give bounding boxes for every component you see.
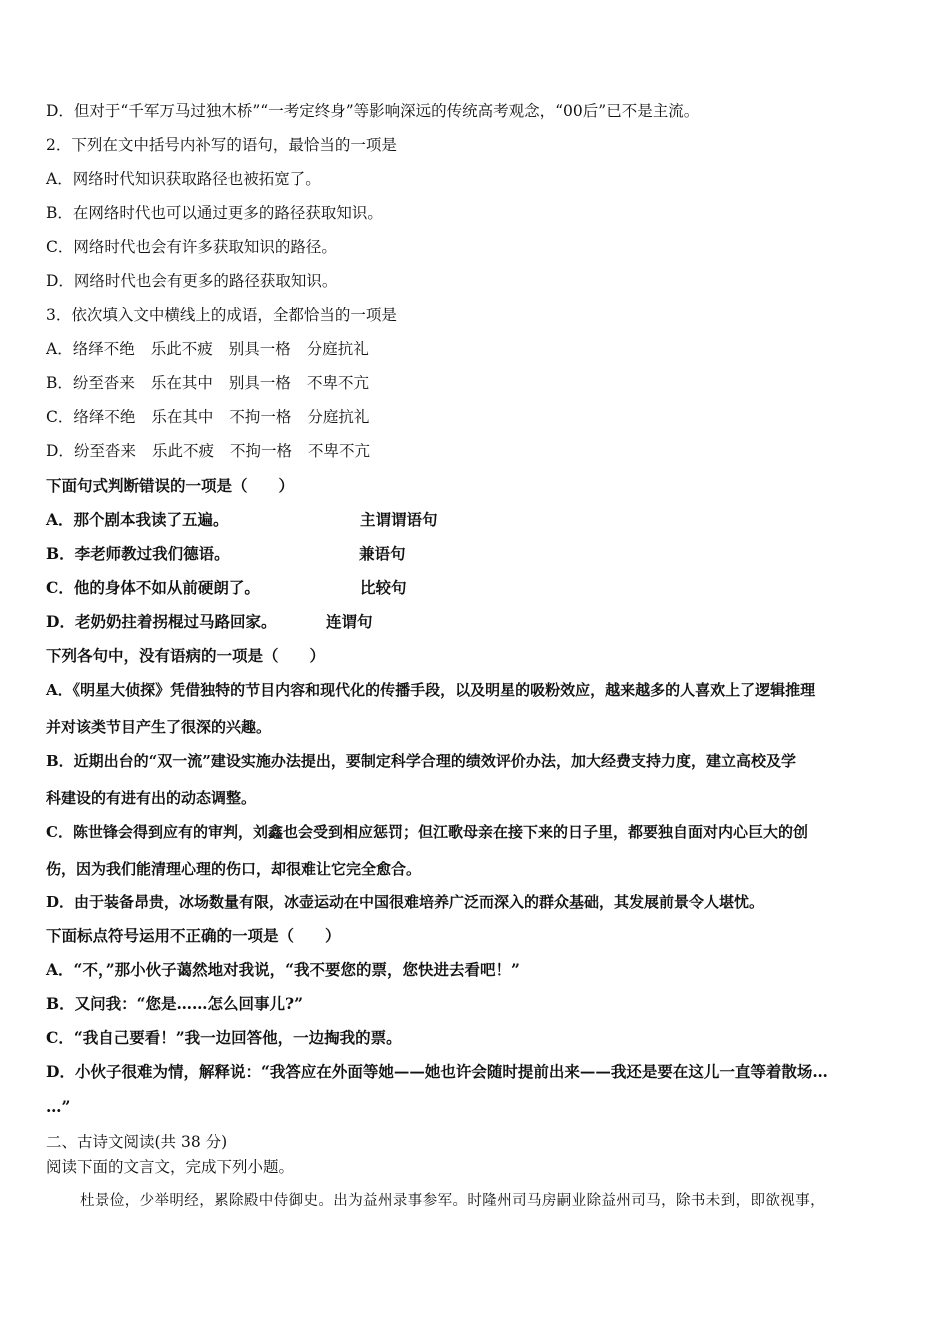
q2-option-b: B．在网络时代也可以通过更多的路径获取知识。 <box>46 204 383 222</box>
q5-option-b-line1: B．近期出台的“双一流”建设实施办法提出，要制定科学合理的绩效评价办法，加大经费支持力度，建立高校及学 <box>46 752 796 770</box>
q2-option-d: D．网络时代也会有更多的路径获取知识。 <box>46 272 338 290</box>
q6-option-c: C．“我自己要看！”我一边回答他，一边掏我的票。 <box>46 1028 402 1047</box>
q5-option-d: D．由于装备昂贵，冰场数量有限，冰壶运动在中国很难培养广泛而深入的群众基础，其发展前景令人堪忧。 <box>46 893 765 911</box>
passage-text: 杜景俭，少举明经，累除殿中侍御史。出为益州录事参军。时隆州司马房嗣业除益州司马，除书未到，即欲视事， <box>80 1193 825 1209</box>
q6-option-d-line1: D．小伙子很难为情，解释说：“我答应在外面等她——她也许会随时提前出来——我还是要在这儿一直等着散场… <box>46 1062 828 1081</box>
q4-option-c: C．他的身体不如从前硬朗了。 比较句 <box>46 578 407 597</box>
q1-option-d: D．但对于“千军万马过独木桥”“一考定终身”等影响深远的传统高考观念，“00后”已不是主流。 <box>46 102 700 120</box>
q4-stem: 下面句式判断错误的一项是（ ） <box>46 476 295 495</box>
q6-option-b: B．又问我：“您是……怎么回事儿?” <box>46 994 304 1013</box>
q2-stem: 2．下列在文中括号内补写的语句，最恰当的一项是 <box>46 136 397 154</box>
q3-option-a: A．络绎不绝 乐此不疲 别具一格 分庭抗礼 <box>46 340 369 358</box>
q6-option-d-line2: …” <box>46 1097 71 1116</box>
q5-option-a-line2: 并对该类节目产生了很深的兴趣。 <box>46 718 272 736</box>
q6-option-a: A．“不，”那小伙子蔼然地对我说，“我不要您的票，您快进去看吧！” <box>46 960 520 979</box>
section-instruction: 阅读下面的文言文，完成下列小题。 <box>46 1158 295 1176</box>
q4-option-b: B．李老师教过我们德语。 兼语句 <box>46 544 406 563</box>
q5-option-c-line1: C．陈世锋会得到应有的审判，刘鑫也会受到相应惩罚；但江歌母亲在接下来的日子里，都要独自面对内心巨大的创 <box>46 823 808 841</box>
q3-option-c: C．络绎不绝 乐在其中 不拘一格 分庭抗礼 <box>46 408 370 426</box>
q5-stem: 下列各句中，没有语病的一项是（ ） <box>46 646 326 665</box>
q5-option-a-line1: A．《明星大侦探》凭借独特的节目内容和现代化的传播手段，以及明星的吸粉效应，越来越多的人喜欢上了逻辑推理 <box>46 681 816 699</box>
q5-option-b-line2: 科建设的有进有出的动态调整。 <box>46 789 257 807</box>
q4-option-d: D．老奶奶拄着拐棍过马路回家。 连谓句 <box>46 612 373 631</box>
q2-option-c: C．网络时代也会有许多获取知识的路径。 <box>46 238 337 256</box>
q3-option-d: D．纷至沓来 乐此不疲 不拘一格 不卑不亢 <box>46 442 370 460</box>
section-heading: 二、古诗文阅读(共 38 分) <box>46 1133 228 1151</box>
q2-option-a: A．网络时代知识获取路径也被拓宽了。 <box>46 170 321 188</box>
q3-stem: 3．依次填入文中横线上的成语，全都恰当的一项是 <box>46 306 397 324</box>
q6-stem: 下面标点符号运用不正确的一项是（ ） <box>46 926 341 945</box>
q4-option-a: A．那个剧本我读了五遍。 主谓谓语句 <box>46 510 438 529</box>
q5-option-c-line2: 伤，因为我们能清理心理的伤口，却很难让它完全愈合。 <box>46 860 422 878</box>
q3-option-b: B．纷至沓来 乐在其中 别具一格 不卑不亢 <box>46 374 369 392</box>
